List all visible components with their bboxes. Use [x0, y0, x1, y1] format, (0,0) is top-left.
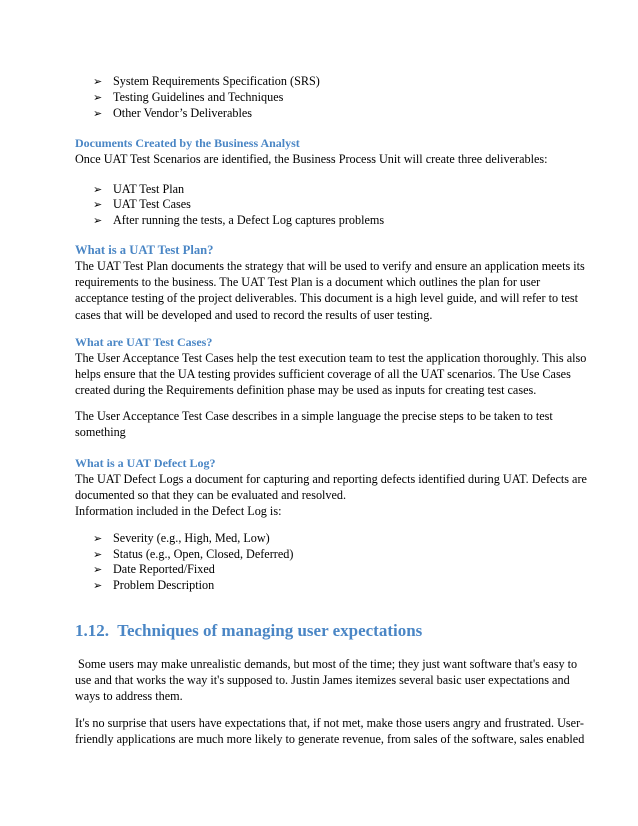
arrow-bullet-icon: ➢	[93, 108, 103, 120]
list-item: ➢ Date Reported/Fixed	[93, 562, 215, 576]
paragraph: Some users may make unrealistic demands, but most of the time; they just want software that's easy to use and that works the way it's supposed to. Justin James itemizes several basic user expectations and ways to address them.	[75, 657, 578, 704]
section-heading: What is a UAT Defect Log?	[75, 456, 216, 470]
list-item: ➢ UAT Test Plan	[93, 182, 185, 196]
paragraph: Once UAT Test Scenarios are identified, the Business Process Unit will create three deliverables:	[75, 152, 548, 166]
list-item: ➢ Problem Description	[93, 578, 215, 592]
arrow-bullet-icon: ➢	[93, 564, 103, 576]
paragraph: The User Acceptance Test Cases help the test execution team to test the application thoroughly. This also helps ensure that the UA testing provides sufficient coverage of all the UAT scenarios. The Use Cases created during the Requirements definition phase may be used as inputs for creating test cases.	[75, 351, 587, 398]
arrow-bullet-icon: ➢	[93, 533, 103, 545]
arrow-bullet-icon: ➢	[93, 549, 103, 561]
arrow-bullet-icon: ➢	[93, 580, 103, 592]
list-item: ➢ Severity (e.g., High, Med, Low)	[93, 531, 270, 545]
arrow-bullet-icon: ➢	[93, 215, 103, 227]
list-item: ➢ System Requirements Specification (SRS)	[93, 74, 320, 88]
list-item: ➢ UAT Test Cases	[93, 197, 191, 211]
paragraph: It's no surprise that users have expectations that, if not met, make those users angry and frustrated. User- friendly applications are much more likely to generate revenue, from sales of the software, sales enabled	[75, 716, 585, 747]
arrow-bullet-icon: ➢	[93, 184, 103, 196]
section-heading: What is a UAT Test Plan?	[75, 243, 214, 257]
arrow-bullet-icon: ➢	[93, 76, 103, 88]
list-item: ➢ Testing Guidelines and Techniques	[93, 90, 284, 104]
list-item: ➢ After running the tests, a Defect Log captures problems	[93, 213, 385, 227]
section-title: 1.12. Techniques of managing user expectations	[75, 621, 423, 640]
list-item: ➢ Other Vendor’s Deliverables	[93, 106, 252, 120]
arrow-bullet-icon: ➢	[93, 199, 103, 211]
paragraph: The UAT Test Plan documents the strategy that will be used to verify and ensure an application meets its requirements to the business. The UAT Test Plan is a document which outlines the plan for user acceptance testing of the project deliverables. This document is a high level guide, and will refer to test cases that will be developed and used to record the results of user testing.	[75, 259, 585, 322]
section-heading: Documents Created by the Business Analyst	[75, 136, 300, 150]
paragraph: The UAT Defect Logs a document for capturing and reporting defects identified during UAT. Defects are documented so that they can be evaluated and resolved. Information included in the Defect Log is:	[75, 472, 587, 519]
section-heading: What are UAT Test Cases?	[75, 335, 213, 349]
paragraph: The User Acceptance Test Case describes in a simple language the precise steps to be taken to test something	[75, 409, 553, 440]
list-item: ➢ Status (e.g., Open, Closed, Deferred)	[93, 547, 294, 561]
arrow-bullet-icon: ➢	[93, 92, 103, 104]
